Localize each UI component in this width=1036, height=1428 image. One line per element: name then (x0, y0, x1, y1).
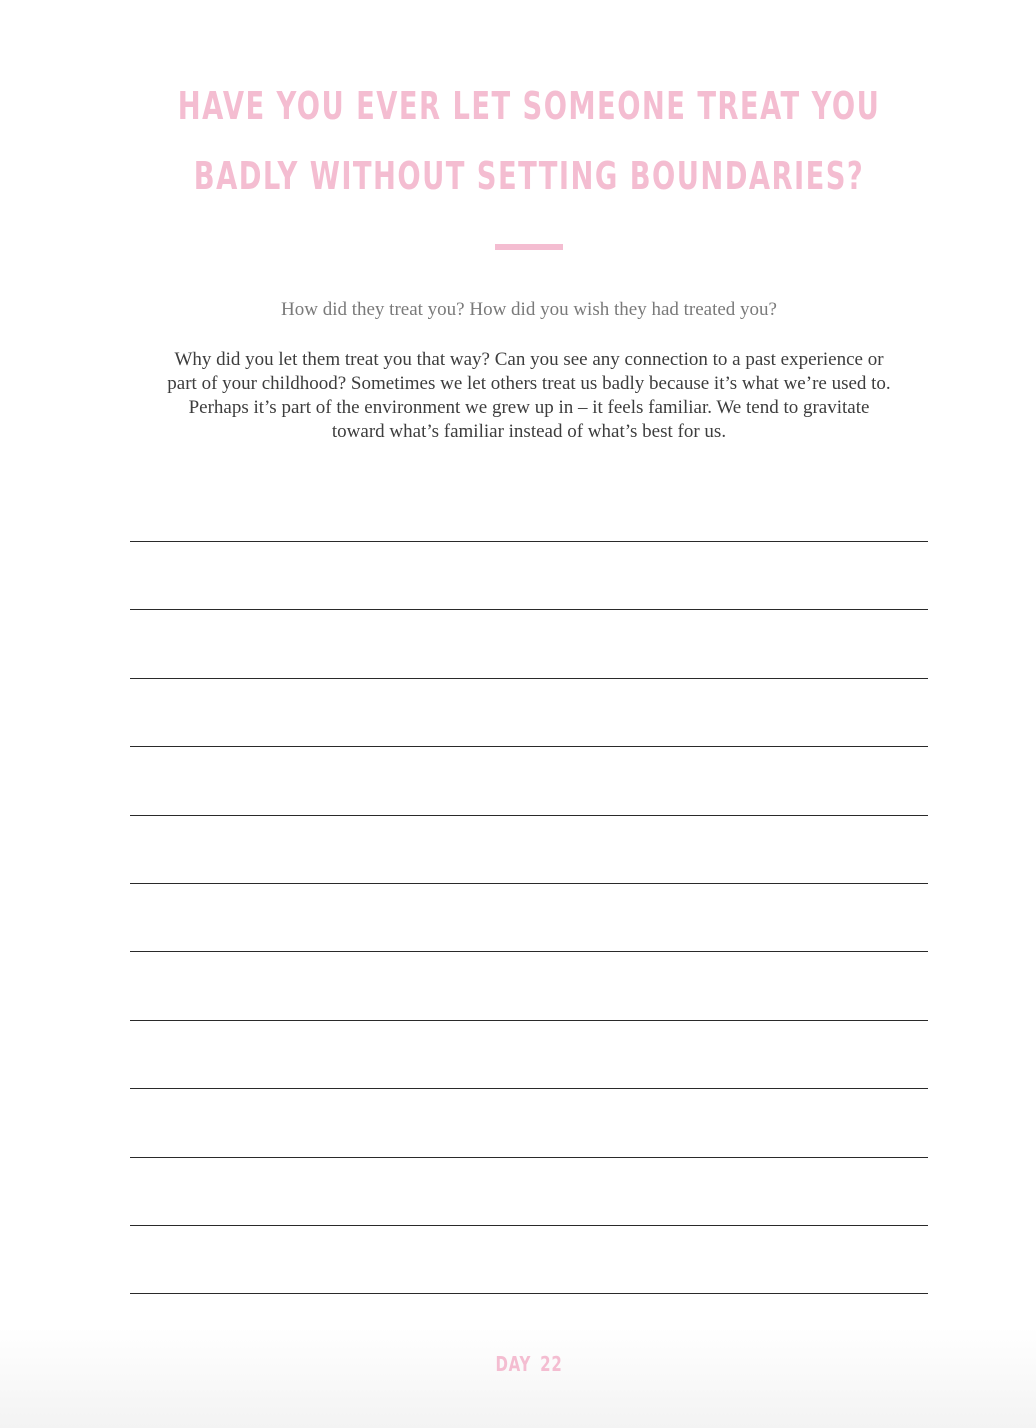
prompt-body (160, 348, 898, 444)
prompt-body-line: toward what’s familiar instead of what’s best for us. (331, 421, 727, 442)
page-footer (132, 1352, 926, 1376)
day-label: DAY (495, 1352, 532, 1376)
writing-line[interactable] (130, 746, 928, 747)
day-number: 22 (540, 1352, 563, 1376)
writing-line[interactable] (130, 1020, 928, 1021)
page-title-line-1: HAVE YOU EVER LET SOMEONE TREAT YOU (177, 84, 881, 128)
writing-line[interactable] (130, 1088, 928, 1089)
prompt-body-line: part of your childhood? Sometimes we let others treat us badly because it’s what we’re used to. (167, 373, 891, 394)
writing-line[interactable] (130, 951, 928, 952)
writing-line[interactable] (130, 1157, 928, 1158)
writing-line[interactable] (130, 1293, 928, 1294)
writing-line[interactable] (130, 541, 928, 542)
prompt-question: How did they treat you? How did you wish they had treated you? (281, 299, 777, 320)
writing-line[interactable] (130, 883, 928, 884)
writing-line[interactable] (130, 609, 928, 610)
writing-line[interactable] (130, 1225, 928, 1226)
page-title-line-2: BADLY WITHOUT SETTING BOUNDARIES? (193, 154, 865, 198)
title-divider (495, 244, 563, 250)
prompt-body-line: Why did you let them treat you that way? Can you see any connection to a past experience or (174, 349, 884, 370)
writing-line[interactable] (130, 678, 928, 679)
writing-line[interactable] (130, 815, 928, 816)
prompt-body-line: Perhaps it’s part of the environment we grew up in – it feels familiar. We tend to gravitate (188, 397, 870, 418)
